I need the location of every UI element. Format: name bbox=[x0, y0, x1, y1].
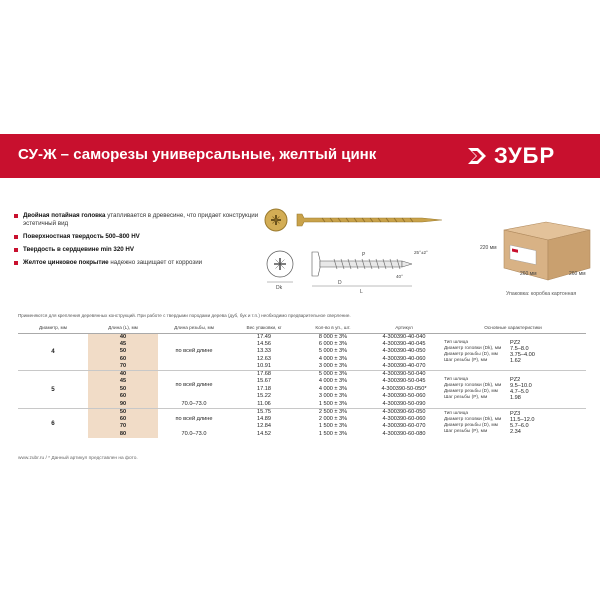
p-label: P bbox=[362, 252, 366, 258]
thread-cell: по всей длине bbox=[158, 408, 230, 431]
thread-cell: 70.0–73.0 bbox=[181, 400, 207, 407]
usage-note: Применяются для крепления деревянных конструкций. При работе с твердыми породами дерева (дуб, бук и т.п.) необходимо предварительное сверление. bbox=[18, 313, 351, 318]
col-header-length: Длина (L), мм bbox=[88, 322, 158, 333]
spec-table bbox=[18, 322, 586, 438]
box-height-label: 220 мм bbox=[480, 245, 497, 251]
feature-item: Желтое цинковое покрытие надежно защищает от коррозии bbox=[14, 259, 259, 267]
col-header-diameter: Диаметр, мм bbox=[18, 322, 88, 333]
table-header-row bbox=[18, 322, 586, 333]
table-row: 70 10.91 3 000 ± 3% 4-300390-40-070 bbox=[18, 363, 586, 371]
thread-cell: по всей длине bbox=[158, 333, 230, 371]
table-row: 45 15.67 4 000 ± 3% 4-300390-50-045 bbox=[18, 378, 586, 386]
l-label: L bbox=[360, 289, 363, 295]
table-row: 45 14.56 6 000 ± 3% 4-300390-40-045 bbox=[18, 341, 586, 349]
box-caption: Упаковка: коробка картонная bbox=[506, 291, 577, 297]
page-title: СУ-Ж – саморезы универсальные, желтый цинк bbox=[18, 146, 377, 163]
diameter-cell: 5 bbox=[18, 371, 88, 409]
box-width-label: 260 мм bbox=[569, 271, 586, 277]
diameter-cell: 6 bbox=[18, 408, 88, 438]
d-label: D bbox=[338, 280, 342, 286]
table-row: 60 12.63 4 000 ± 3% 4-300390-40-060 bbox=[18, 356, 586, 364]
brand-logo-text: ЗУБР bbox=[494, 143, 556, 168]
table-row: 50 17.18 4 000 ± 3% 4-300390-50-050* bbox=[18, 386, 586, 394]
table-row: 50 13.33 5 000 ± 3% 4-300390-40-050 bbox=[18, 348, 586, 356]
col-header-quantity: Кол-во в уп., шт. bbox=[298, 322, 368, 333]
characteristics-cell: Тип шлица PZ2 Диаметр головки (Dk), мм 9.5–10.0 Диаметр резьбы (D), мм 4.7–5.0 Шаг резьбы (P), мм 1.98 bbox=[440, 371, 586, 409]
col-header-weight: Вес упаковки, кг bbox=[230, 322, 298, 333]
feature-item: Поверхностная твердость 500–800 HV bbox=[14, 233, 259, 241]
header-banner bbox=[0, 134, 600, 178]
table-row: 6 50 по всей длине 15.75 2 500 ± 3% 4-300390-60-050 Тип шлица PZ3 Диаметр головки (Dk), мм 11.5–12.0 Диаметр резьбы (D), мм 5.7–6.0 Шаг резьбы (P), мм 2.34 bbox=[18, 408, 586, 416]
table-row: 80 70.0–73.0 14.52 1 500 ± 3% 4-300390-60-080 bbox=[18, 431, 586, 439]
table-row: 70 12.84 1 500 ± 3% 4-300390-60-070 bbox=[18, 423, 586, 431]
feature-list bbox=[14, 212, 259, 272]
table-row: 4 40 по всей длине 17.49 8 000 ± 3% 4-300390-40-040 Тип шлица PZ2 Диаметр головки (Dk), мм 7.5–8.0 Диаметр резьбы (D), мм 3.75–4.00 Шаг резьбы (P), мм 1.62 bbox=[18, 333, 586, 341]
col-header-article: Артикул bbox=[368, 322, 440, 333]
col-header-thread-length: Длина резьбы, мм bbox=[158, 322, 230, 333]
table-row: 90 70.0–73.0 11.06 1 500 ± 3% 4-300390-50-090 bbox=[18, 401, 586, 409]
packaging-box-icon bbox=[486, 218, 596, 288]
brand-logo bbox=[466, 144, 584, 168]
feature-item: Двойная потайная головка утапливается в древесине, что придает конструкции эстетичный вид bbox=[14, 212, 259, 228]
footer-note: www.zubr.ru / * Данный артикул представлен на фото. bbox=[18, 456, 138, 461]
characteristics-cell: Тип шлица PZ2 Диаметр головки (Dk), мм 7.5–8.0 Диаметр резьбы (D), мм 3.75–4.00 Шаг резьбы (P), мм 1.62 bbox=[440, 333, 586, 371]
feature-item: Твердость в сердцевине min 320 HV bbox=[14, 246, 259, 254]
thread-cell: 70.0–73.0 bbox=[181, 430, 207, 437]
thread-cell: по всей длине bbox=[158, 371, 230, 401]
characteristics-cell: Тип шлица PZ3 Диаметр головки (Dk), мм 11.5–12.0 Диаметр резьбы (D), мм 5.7–6.0 Шаг резьбы (P), мм 2.34 bbox=[440, 408, 586, 438]
col-header-characteristics: Основные характеристики bbox=[440, 322, 586, 333]
brand-logo-mark-icon bbox=[466, 144, 490, 168]
box-length-label: 260 мм bbox=[520, 271, 537, 277]
dk-label: Dk bbox=[276, 285, 283, 291]
screw-photo bbox=[297, 214, 442, 226]
tip-angle-label: 40° bbox=[396, 274, 403, 279]
diameter-cell: 4 bbox=[18, 333, 88, 371]
table-row: 5 40 по всей длине 17.68 5 000 ± 3% 4-300390-50-040 Тип шлица PZ2 Диаметр головки (Dk), мм 9.5–10.0 Диаметр резьбы (D), мм 4.7–5.0 Шаг резьбы (P), мм 1.98 bbox=[18, 371, 586, 379]
screw-illustration bbox=[262, 204, 452, 296]
table-row: 60 15.22 3 000 ± 3% 4-300390-50-060 bbox=[18, 393, 586, 401]
head-angle-label: 25°±2° bbox=[414, 250, 428, 255]
table-row: 60 14.89 2 000 ± 3% 4-300390-60-060 bbox=[18, 416, 586, 424]
